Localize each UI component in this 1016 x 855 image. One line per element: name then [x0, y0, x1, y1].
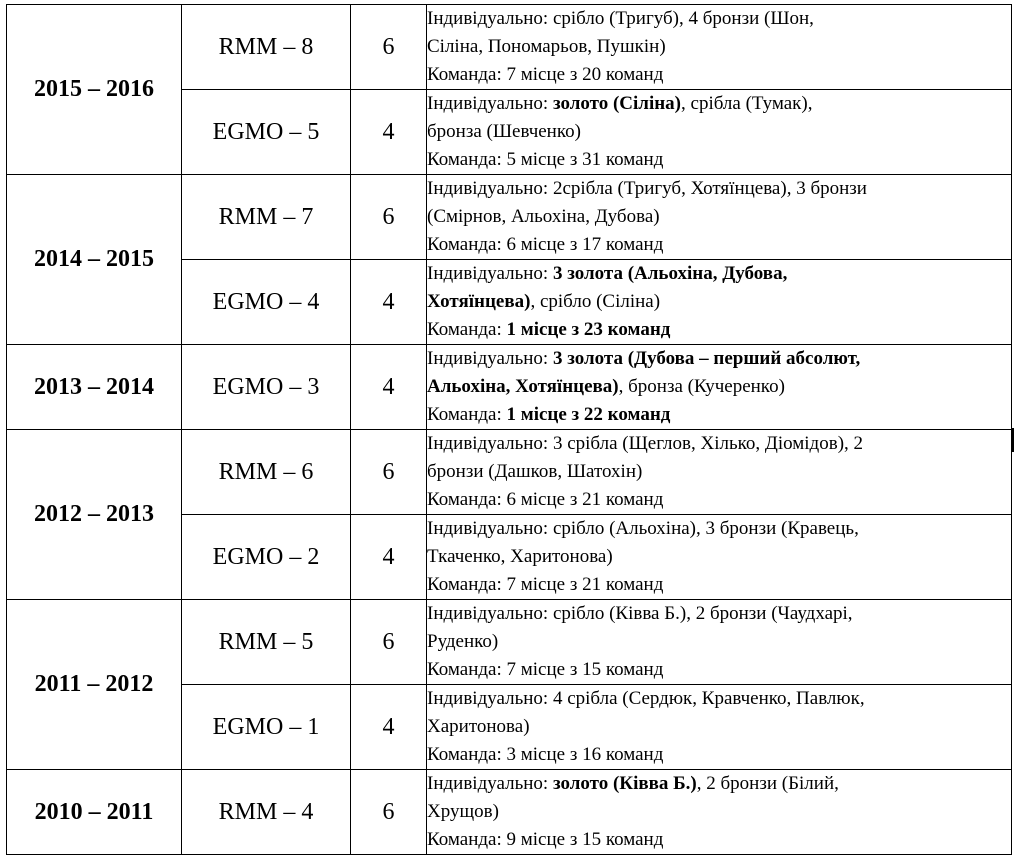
result-text: бронза (Шевченко) — [427, 121, 581, 142]
results-description-cell — [427, 515, 1012, 600]
result-line — [427, 685, 1011, 713]
result-line — [427, 826, 1011, 854]
result-text: Руденко) — [427, 631, 499, 652]
result-line — [427, 458, 1011, 486]
results-description-cell — [427, 175, 1012, 260]
result-line — [427, 515, 1011, 543]
competition-cell: EGMO – 2 — [182, 515, 351, 600]
result-text: Індивідуально: 3 срібла (Щеглов, Хілько, Діомідов), 2 — [427, 433, 864, 454]
result-text: Індивідуально: срібло (Ківва Б.), 2 бронзи (Чаудхарі, — [427, 603, 853, 624]
result-text: Індивідуально: — [427, 93, 553, 114]
competition-cell: RMM – 8 — [182, 5, 351, 90]
result-text: Хрущов) — [427, 801, 499, 822]
results-table — [6, 4, 1012, 855]
result-text: Індивідуально: — [427, 773, 553, 794]
result-text: Команда: — [427, 319, 507, 340]
competition-cell: EGMO – 3 — [182, 345, 351, 430]
result-line — [427, 260, 1011, 288]
result-text: , срібло (Сіліна) — [530, 291, 661, 312]
result-line — [427, 486, 1011, 514]
result-text: Команда: 7 місце з 21 команд — [427, 574, 664, 595]
participants-count-cell: 4 — [351, 515, 427, 600]
result-text: , 2 бронзи (Білий, — [696, 773, 839, 794]
result-text-bold: 3 золота (Дубова – перший абсолют, — [552, 348, 861, 369]
table-row — [7, 430, 1012, 515]
results-description-cell — [427, 260, 1012, 345]
competition-cell: RMM – 5 — [182, 600, 351, 685]
result-text: Команда: 6 місце з 17 команд — [427, 234, 664, 255]
result-text: , бронза (Кучеренко) — [618, 376, 785, 397]
result-text: Команда: 3 місце з 16 команд — [427, 744, 664, 765]
competition-cell: EGMO – 4 — [182, 260, 351, 345]
competition-cell: RMM – 7 — [182, 175, 351, 260]
result-line — [427, 316, 1011, 344]
result-text: Харитонова) — [427, 716, 530, 737]
result-text-bold: 1 місце з 22 команд — [506, 404, 671, 425]
result-line — [427, 203, 1011, 231]
result-line — [427, 656, 1011, 684]
table-row — [7, 345, 1012, 430]
result-line — [427, 118, 1011, 146]
result-text-bold: 3 золота (Альохіна, Дубова, — [552, 263, 788, 284]
result-line — [427, 543, 1011, 571]
competition-cell: EGMO – 5 — [182, 90, 351, 175]
results-description-cell — [427, 685, 1012, 770]
results-description-cell — [427, 345, 1012, 430]
season-year-cell: 2011 – 2012 — [7, 600, 182, 770]
participants-count-cell: 6 — [351, 175, 427, 260]
competition-cell: RMM – 6 — [182, 430, 351, 515]
competition-cell: EGMO – 1 — [182, 685, 351, 770]
participants-count-cell: 4 — [351, 90, 427, 175]
result-text-bold: Альохіна, Хотяїнцева) — [427, 376, 619, 397]
result-line — [427, 33, 1011, 61]
result-text-bold: Хотяїнцева) — [427, 291, 531, 312]
results-table-body — [7, 5, 1012, 855]
result-text: Команда: 6 місце з 21 команд — [427, 489, 664, 510]
result-text-bold: 1 місце з 23 команд — [506, 319, 671, 340]
season-year-cell: 2014 – 2015 — [7, 175, 182, 345]
result-line — [427, 231, 1011, 259]
result-line — [427, 741, 1011, 769]
results-description-cell — [427, 430, 1012, 515]
results-description-cell — [427, 5, 1012, 90]
table-row — [7, 175, 1012, 260]
participants-count-cell: 6 — [351, 5, 427, 90]
result-line — [427, 628, 1011, 656]
season-year-cell: 2015 – 2016 — [7, 5, 182, 175]
results-description-cell — [427, 90, 1012, 175]
result-line — [427, 5, 1011, 33]
result-text: Команда: 7 місце з 15 команд — [427, 659, 664, 680]
participants-count-cell: 4 — [351, 345, 427, 430]
result-text: Індивідуально: срібло (Тригуб), 4 бронзи (Шон, — [427, 8, 814, 29]
participants-count-cell: 6 — [351, 770, 427, 855]
result-text: Індивідуально: 2срібла (Тригуб, Хотяїнцева), 3 бронзи — [427, 178, 867, 199]
result-line — [427, 345, 1011, 373]
season-year-cell: 2012 – 2013 — [7, 430, 182, 600]
competition-cell: RMM – 4 — [182, 770, 351, 855]
table-row — [7, 770, 1012, 855]
participants-count-cell: 6 — [351, 600, 427, 685]
result-text: Команда: 9 місце з 15 команд — [427, 829, 664, 850]
result-line — [427, 798, 1011, 826]
result-line — [427, 770, 1011, 798]
result-text: Команда: — [427, 404, 507, 425]
result-line — [427, 600, 1011, 628]
results-description-cell — [427, 770, 1012, 855]
result-text: Індивідуально: срібло (Альохіна), 3 бронзи (Кравець, — [427, 518, 859, 539]
result-line — [427, 373, 1011, 401]
result-text: Команда: 5 місце з 31 команд — [427, 149, 664, 170]
result-text: Команда: 7 місце з 20 команд — [427, 64, 664, 85]
result-text: Сіліна, Пономарьов, Пушкін) — [427, 36, 666, 57]
result-line — [427, 90, 1011, 118]
result-line — [427, 571, 1011, 599]
participants-count-cell: 6 — [351, 430, 427, 515]
result-text-bold: золото (Сіліна) — [552, 93, 682, 114]
table-row — [7, 600, 1012, 685]
result-text: Ткаченко, Харитонова) — [427, 546, 613, 567]
result-text: Індивідуально: 4 срібла (Сердюк, Кравченко, Павлюк, — [427, 688, 865, 709]
result-text: Індивідуально: — [427, 348, 553, 369]
result-line — [427, 288, 1011, 316]
participants-count-cell: 4 — [351, 685, 427, 770]
result-text: (Смірнов, Альохіна, Дубова) — [427, 206, 660, 227]
text-cursor-mark — [1012, 428, 1014, 452]
result-line — [427, 61, 1011, 89]
result-text: бронзи (Дашков, Шатохін) — [427, 461, 643, 482]
result-text: , срібла (Тумак), — [681, 93, 813, 114]
result-text: Індивідуально: — [427, 263, 553, 284]
result-line — [427, 175, 1011, 203]
results-description-cell — [427, 600, 1012, 685]
result-line — [427, 713, 1011, 741]
season-year-cell: 2013 – 2014 — [7, 345, 182, 430]
result-line — [427, 401, 1011, 429]
result-line — [427, 146, 1011, 174]
participants-count-cell: 4 — [351, 260, 427, 345]
table-row — [7, 5, 1012, 90]
result-line — [427, 430, 1011, 458]
result-text-bold: золото (Ківва Б.) — [552, 773, 697, 794]
season-year-cell: 2010 – 2011 — [7, 770, 182, 855]
